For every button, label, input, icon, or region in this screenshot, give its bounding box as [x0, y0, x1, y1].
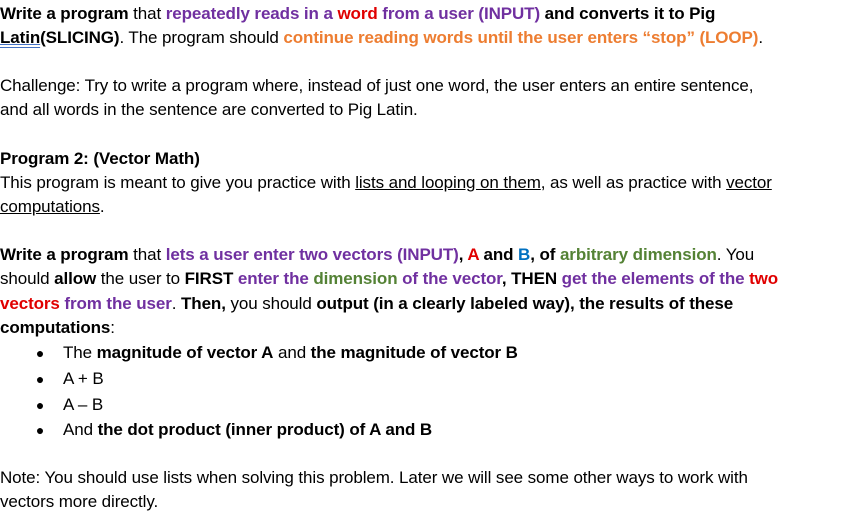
para2-line1	[0, 244, 754, 266]
text-run: The	[63, 343, 97, 362]
text-run: Write a program	[0, 4, 129, 23]
program2-heading: Program 2: (Vector Math)	[0, 149, 200, 168]
text-run: and converts it to Pig	[540, 4, 716, 23]
para2-line4	[0, 317, 115, 339]
bullet-text	[63, 342, 518, 364]
text-run: and	[478, 245, 519, 264]
text-run: the magnitude of vector B	[310, 343, 518, 362]
bullet-item	[0, 368, 844, 390]
bullet-item	[0, 342, 844, 364]
text-run: vector	[726, 173, 772, 192]
text-run: computations	[0, 197, 100, 216]
text-run: . You	[716, 245, 755, 264]
challenge-line1: Challenge: Try to write a program where, instead of just one word, the user enters an entire sentence,	[0, 76, 754, 95]
text-run: B	[518, 245, 531, 264]
text-run: from the user	[59, 294, 172, 313]
text-run: of the vector	[397, 269, 502, 288]
text-run: continue reading words until the user enters “stop” (LOOP)	[283, 28, 759, 47]
text-run: repeatedly reads in a	[165, 4, 338, 23]
program2-line2	[0, 196, 105, 218]
text-run: (SLICING)	[40, 28, 120, 47]
text-run: lets a user enter two vectors (INPUT)	[165, 245, 459, 264]
bullet-icon: ●	[35, 371, 45, 387]
text-run: And	[63, 420, 98, 439]
bullet-icon: ●	[35, 397, 45, 413]
text-run: two	[749, 269, 779, 288]
text-run: . The program should	[119, 28, 284, 47]
note-line2: vectors more directly.	[0, 492, 159, 511]
text-run: lists and looping on them	[355, 173, 541, 192]
text-run: .	[758, 28, 763, 47]
text-run: enter the	[233, 269, 314, 288]
text-run: , as well as practice with	[540, 173, 727, 192]
text-run: allow	[54, 269, 97, 288]
text-run: output (in a clearly labeled way), the results of these	[316, 294, 734, 313]
text-run: ,	[458, 245, 468, 264]
text-run: Latin	[0, 28, 41, 47]
text-run: should	[0, 269, 55, 288]
program2-line1	[0, 172, 772, 194]
text-run: that	[128, 245, 166, 264]
text-run: , of	[530, 245, 560, 264]
text-run: word	[337, 4, 378, 23]
text-run: computations	[0, 318, 111, 337]
text-run: This program is meant to give you practice with	[0, 173, 356, 192]
text-run: the user to	[96, 269, 185, 288]
bullet-item	[0, 394, 844, 416]
text-run: the dot product (inner product) of A and B	[97, 420, 433, 439]
bullet-text: A + B	[63, 369, 104, 388]
text-run: vectors	[0, 294, 60, 313]
text-run: THEN	[511, 269, 558, 288]
text-run: FIRST	[184, 269, 234, 288]
text-run: Write a program	[0, 245, 129, 264]
bullet-icon: ●	[35, 422, 45, 438]
text-run: get the elements of the	[557, 269, 750, 288]
note-line1: Note: You should use lists when solving this problem. Later we will see some other ways to work with	[0, 468, 748, 487]
bullet-text	[63, 419, 432, 441]
text-run: that	[128, 4, 166, 23]
text-run: you should	[225, 294, 317, 313]
para2-line3	[0, 293, 733, 315]
para1-line2	[0, 27, 763, 49]
text-run: .	[171, 294, 181, 313]
bullet-icon: ●	[35, 345, 45, 361]
bullet-item	[0, 419, 844, 441]
text-run: from a user (INPUT)	[377, 4, 541, 23]
text-run: Then,	[181, 294, 226, 313]
text-run: and	[273, 343, 311, 362]
text-run: A	[467, 245, 479, 264]
text-run: ,	[501, 269, 512, 288]
text-run: magnitude of vector A	[96, 343, 274, 362]
text-run: dimension	[313, 269, 398, 288]
para1-line1	[0, 3, 715, 25]
text-run: .	[99, 197, 105, 216]
challenge-line2: and all words in the sentence are converted to Pig Latin.	[0, 100, 418, 119]
text-run: :	[110, 318, 115, 337]
bullet-text: A – B	[63, 395, 104, 414]
para2-line2	[0, 268, 778, 290]
text-run: arbitrary dimension	[559, 245, 717, 264]
